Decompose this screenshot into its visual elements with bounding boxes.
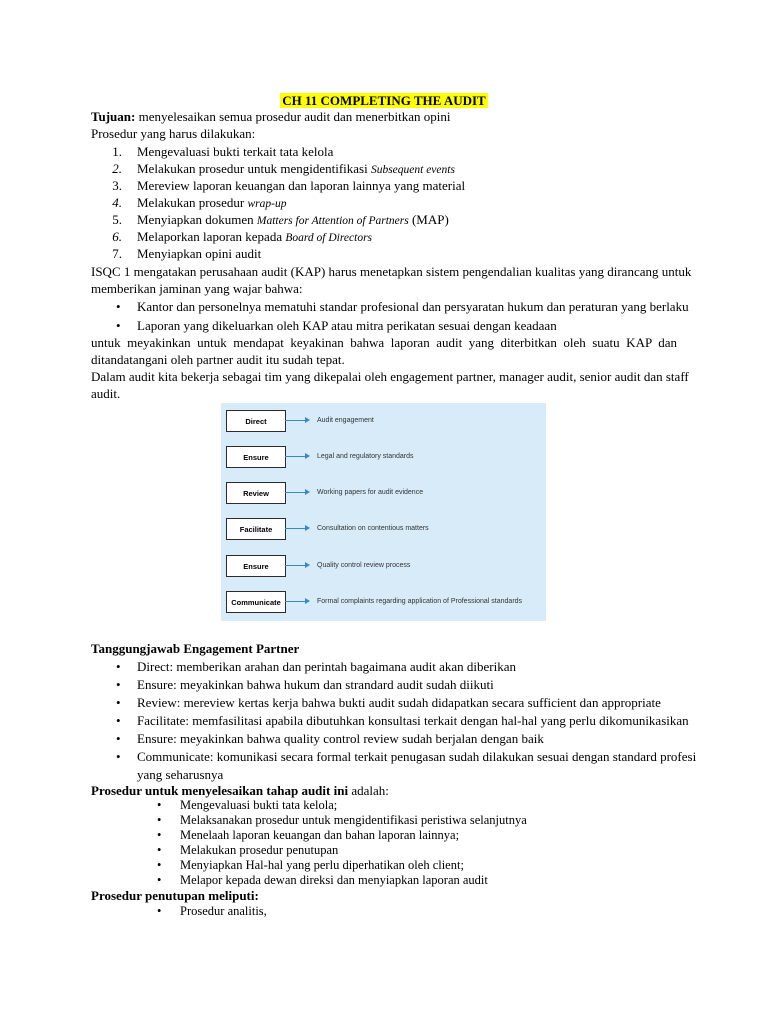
arrow-head-icon <box>305 562 310 568</box>
engagement-partner-diagram <box>221 403 546 621</box>
step-item: Menyiapkan dokumen Matters for Attention of Partners (MAP) <box>137 212 449 227</box>
paragraph-line: ditandatangani oleh partner audit itu sudah tepat. <box>91 352 345 367</box>
bullet-marker: • <box>157 843 162 857</box>
bullet-marker: • <box>157 873 162 887</box>
diagram-label: Audit engagement <box>317 417 374 424</box>
list-item: Facilitate: memfasilitasi apabila dibutuhkan konsultasi terkait dengan hal-hal yang perlu dikomunikasikan <box>137 713 689 728</box>
diagram-box: Facilitate <box>226 518 286 540</box>
diagram-label: Consultation on contentious matters <box>317 525 429 532</box>
diagram-arrow <box>285 456 307 457</box>
prosedur-heading: Prosedur yang harus dilakukan: <box>91 126 256 141</box>
bullet-marker: • <box>157 858 162 872</box>
diagram-label: Formal complaints regarding application of Professional standards <box>317 598 523 605</box>
diagram-label: Legal and regulatory standards <box>317 453 414 460</box>
list-item: Ensure: meyakinkan bahwa hukum dan strandard audit sudah diikuti <box>137 677 494 692</box>
diagram-label: Quality control review process <box>317 562 411 569</box>
step-item: Melakukan prosedur untuk mengidentifikasi Subsequent events <box>137 161 455 176</box>
bullet-marker: • <box>116 749 121 764</box>
bullet-marker: • <box>157 798 162 812</box>
paragraph-line: untuk meyakinkan untuk mendapat keyakinan bahwa laporan audit yang diterbitkan oleh suatu KAP dan <box>91 335 677 350</box>
list-item: Review: mereview kertas kerja bahwa bukti audit sudah didapatkan secara sufficient dan appropriate <box>137 695 661 710</box>
document-page: CH 11 COMPLETING THE AUDIT Tujuan: menyelesaikan semua prosedur audit dan menerbitkan opini Prosedur yang harus dilakukan: 1. Mengevaluasi bukti terkait tata kelola 2. Melakukan prosedur untuk mengidentifikasi Subsequent events 3. Mereview laporan keuangan dan laporan lainnya yang material 4. Melakukan prosedur wrap-up 5. Menyiapkan dokumen Matters for Attention of Partners (MAP) 6. Melaporkan laporan kepada Board of Directors 7. Menyiapkan opini audit ISQC 1 mengatakan perusahaan audit (KAP) harus menetapkan sistem pengendalian kualitas yang dirancang untuk memberikan jaminan yang wajar bahwa: • Kantor dan personelnya mematuhi standar profesional dan persyaratan hukum dan peraturan yang berlaku • Laporan yang dikeluarkan oleh KAP atau mitra perikatan sesuai dengan keadaan untuk meyakinkan untuk mendapat keyakinan bahwa laporan audit yang diterbitkan oleh suatu KAP dan ditandatangani oleh partner audit itu sudah tepat. Dalam audit kita bekerja sebagai tim yang dikepalai oleh engagement partner, manager audit, senior audit dan staff audit. Direct Audit engagement Ensure Legal and regulatory standards Review Working papers for audit evidence Facilitate Consultation on contentious matters Ensure Quality control review process Communicate Formal complaints regarding application of Professional standards Tanggungjawab Engagement Partner • Direct: memberikan arahan dan perintah bagaimana audit akan diberikan • Ensure: meyakinkan bahwa hukum dan strandard audit sudah diikuti • Review: mereview kertas kerja bahwa bukti audit sudah didapatkan secara sufficient dan appropriate • Facilitate: memfasilitasi apabila dibutuhkan konsultasi terkait dengan hal-hal yang perlu dikomunikasikan • Ensure: meyakinkan bahwa quality control review sudah berjalan dengan baik • Communicate: komunikasi secara formal terkait penugasan sudah dilakukan sesuai dengan standard profesi yang seharusnya Prosedur untuk menyelesaikan tahap audit ini adalah: • Mengevaluasi bukti tata kelola; • Melaksanakan prosedur untuk mengidentifikasi peristiwa selanjutnya • Menelaah laporan keuangan dan bahan laporan lainnya; • Melakukan prosedur penutupan • Menyiapkan Hal-hal yang perlu diperhatikan oleh client; • Melapor kepada dewan direksi dan menyiapkan laporan audit Prosedur penutupan meliputi: • Prosedur analitis, <box>0 0 768 1024</box>
isqc-paragraph-line: memberikan jaminan yang wajar bahwa: <box>91 281 303 296</box>
list-item: Melaksanakan prosedur untuk mengidentifikasi peristiwa selanjutnya <box>180 813 527 827</box>
list-item-continuation: yang seharusnya <box>137 767 224 782</box>
arrow-head-icon <box>305 453 310 459</box>
list-item: Laporan yang dikeluarkan oleh KAP atau mitra perikatan sesuai dengan keadaan <box>137 318 557 333</box>
paragraph-line: Dalam audit kita bekerja sebagai tim yang dikepalai oleh engagement partner, manager audit, senior audit dan staff <box>91 369 689 384</box>
bullet-marker: • <box>116 318 121 333</box>
bullet-marker: • <box>157 813 162 827</box>
list-item: Menelaah laporan keuangan dan bahan laporan lainnya; <box>180 828 460 842</box>
bullet-marker: • <box>116 677 121 692</box>
step-item: Melaporkan laporan kepada Board of Directors <box>137 229 373 244</box>
diagram-arrow <box>285 601 307 602</box>
bullet-marker: • <box>116 731 121 746</box>
diagram-box: Direct <box>226 410 286 432</box>
arrow-head-icon <box>305 489 310 495</box>
section-heading: Tanggungjawab Engagement Partner <box>91 641 300 656</box>
section-heading: Prosedur untuk menyelesaikan tahap audit ini adalah: <box>91 783 389 798</box>
step-item: Mengevaluasi bukti terkait tata kelola <box>137 144 334 159</box>
step-item: Melakukan prosedur wrap-up <box>137 195 287 210</box>
paragraph-line: audit. <box>91 386 121 401</box>
list-item: Menyiapkan Hal-hal yang perlu diperhatikan oleh client; <box>180 858 464 872</box>
tujuan-line: Tujuan: menyelesaikan semua prosedur audit dan menerbitkan opini <box>91 109 451 124</box>
section-heading: Prosedur penutupan meliputi: <box>91 888 259 903</box>
step-item: Menyiapkan opini audit <box>137 246 262 261</box>
bullet-marker: • <box>116 695 121 710</box>
bullet-marker: • <box>116 299 121 314</box>
diagram-arrow <box>285 565 307 566</box>
list-item: Direct: memberikan arahan dan perintah bagaimana audit akan diberikan <box>137 659 516 674</box>
diagram-box: Review <box>226 482 286 504</box>
bullet-marker: • <box>116 659 121 674</box>
bullet-marker: • <box>116 713 121 728</box>
arrow-head-icon <box>305 598 310 604</box>
list-item: Mengevaluasi bukti tata kelola; <box>180 798 338 812</box>
list-item: Kantor dan personelnya mematuhi standar profesional dan persyaratan hukum dan peraturan yang berlaku <box>137 299 689 314</box>
diagram-arrow <box>285 492 307 493</box>
isqc-paragraph-line: ISQC 1 mengatakan perusahaan audit (KAP) harus menetapkan sistem pengendalian kualitas yang dirancang untuk <box>91 264 692 279</box>
bullet-marker: • <box>157 828 162 842</box>
diagram-arrow <box>285 420 307 421</box>
diagram-arrow <box>285 528 307 529</box>
list-item: Melapor kepada dewan direksi dan menyiapkan laporan audit <box>180 873 488 887</box>
arrow-head-icon <box>305 525 310 531</box>
page-title: CH 11 COMPLETING THE AUDIT <box>282 93 486 108</box>
list-item: Ensure: meyakinkan bahwa quality control review sudah berjalan dengan baik <box>137 731 544 746</box>
list-item: Melakukan prosedur penutupan <box>180 843 339 857</box>
bullet-marker: • <box>157 904 162 918</box>
diagram-box: Communicate <box>226 591 286 613</box>
arrow-head-icon <box>305 417 310 423</box>
list-item: Communicate: komunikasi secara formal terkait penugasan sudah dilakukan sesuai dengan standard profesi <box>137 749 697 764</box>
diagram-box: Ensure <box>226 446 286 468</box>
list-item: Prosedur analitis, <box>180 904 267 918</box>
diagram-box: Ensure <box>226 555 286 577</box>
step-item: Mereview laporan keuangan dan laporan lainnya yang material <box>137 178 466 193</box>
diagram-label: Working papers for audit evidence <box>317 489 424 496</box>
